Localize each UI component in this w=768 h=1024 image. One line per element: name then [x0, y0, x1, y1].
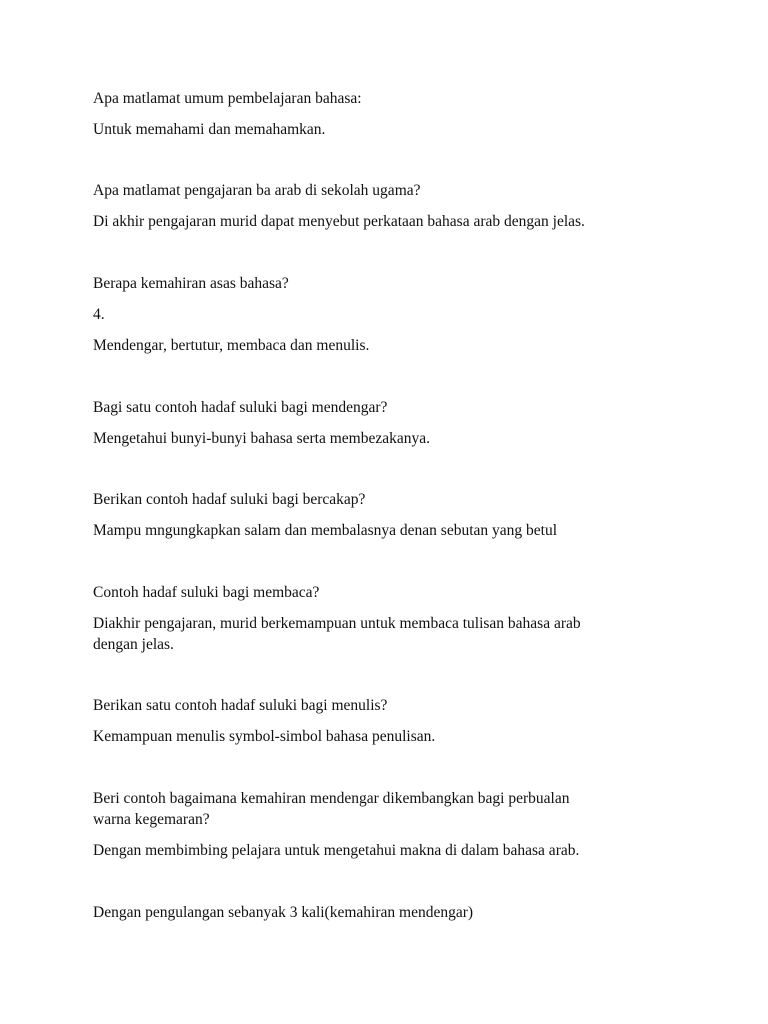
question-3: Berapa kemahiran asas bahasa?: [93, 275, 289, 292]
question-7: Berikan satu contoh hadaf suluki bagi menulis?: [93, 697, 388, 714]
question-2: Apa matlamat pengajaran ba arab di sekolah ugama?: [93, 182, 421, 199]
answer-3-number: 4.: [93, 306, 105, 323]
answer-3-list: Mendengar, bertutur, membaca dan menulis.: [93, 337, 370, 354]
question-8-line-2: warna kegemaran?: [93, 811, 210, 828]
answer-7: Kemampuan menulis symbol-simbol bahasa penulisan.: [93, 728, 436, 745]
answer-6-line-2: dengan jelas.: [93, 636, 174, 653]
question-4: Bagi satu contoh hadaf suluki bagi mendengar?: [93, 399, 388, 416]
answer-5: Mampu mngungkapkan salam dan membalasnya denan sebutan yang betul: [93, 522, 558, 539]
question-8-line-1: Beri contoh bagaimana kemahiran mendengar dikembangkan bagi perbualan: [93, 790, 570, 807]
question-1: Apa matlamat umum pembelajaran bahasa:: [93, 90, 362, 107]
answer-6-line-1: Diakhir pengajaran, murid berkemampuan untuk membaca tulisan bahasa arab: [93, 615, 581, 632]
answer-4: Mengetahui bunyi-bunyi bahasa serta membezakanya.: [93, 430, 431, 447]
question-6: Contoh hadaf suluki bagi membaca?: [93, 584, 320, 601]
question-5: Berikan contoh hadaf suluki bagi bercakap?: [93, 491, 366, 508]
answer-8: Dengan membimbing pelajara untuk mengetahui makna di dalam bahasa arab.: [93, 842, 580, 859]
answer-2: Di akhir pengajaran murid dapat menyebut perkataan bahasa arab dengan jelas.: [93, 213, 585, 230]
answer-1: Untuk memahami dan memahamkan.: [93, 121, 326, 138]
note-9: Dengan pengulangan sebanyak 3 kali(kemahiran mendengar): [93, 904, 474, 921]
